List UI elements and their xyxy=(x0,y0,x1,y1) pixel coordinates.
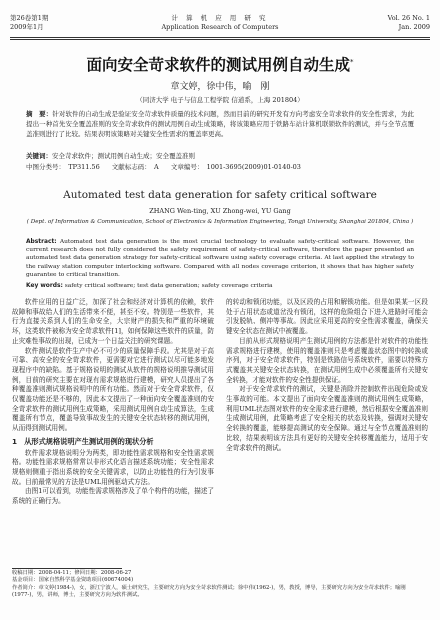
clc-number: 中图分类号： TP311.56 xyxy=(26,163,100,171)
keywords-cn-text: 安全苛求软件；测试用例自动生成；安全覆盖准则 xyxy=(52,152,195,160)
authors-en: ZHANG Wen-ting, XU Zhong-wei, YU Gang xyxy=(149,207,291,215)
body-column-left xyxy=(12,298,214,507)
header-rule-bottom xyxy=(10,39,430,40)
abstract-cn-label: 摘 要： xyxy=(26,110,53,118)
keywords-en-text: safety critical software; test data generation; safety coverage criteria xyxy=(64,283,273,289)
title-en: Automated test data generation for safety critical software xyxy=(63,189,377,201)
paragraph: 软件测试是软件生产中必不可少的质量保障手段。尤其是对于高可靠、高安全的安全苛求软件，更需要对它进行测试以尽可能多地发现程序中的缺陷。基于规格说明的测试从软件的规格说明推导测试用例，目前的研究主要在对现有需求规格进行建模，研究人员提出了各种覆盖准则测试规格说明中的所有功能。然而对于安全苛求软件，仅仅覆盖功能还是不够的，因此本文提出了一种面向安全覆盖准则的安全苛求软件的测试用例生成策略，采用测试用例自动生成算法，生成覆盖所有节点，覆盖导致事故发生的关键安全状态转移的测试用例，从而得到测试用例。 xyxy=(12,346,214,433)
title-cn-text: 面向安全苛求软件的测试用例自动生成 xyxy=(86,56,350,74)
paragraph: 对于安全苛求软件的测试，关键是消除并控制软件出现危险或发生事故的可能。本文提出了面向安全覆盖准则的测试用例生成策略，利用UML状态图对软件的安全需求进行建模，然后根据安全覆盖准则生成测试用例，此策略考虑了安全相关的状态及转换，强调对关键安全转换的覆盖，能够提高测试的安全保障。通过与全节点覆盖准则的比较，结果表明该方法具有更好的关键安全转移覆盖能力，适用于安全苛求软件的测试。 xyxy=(226,385,428,452)
affiliation-en: ( Dept. of Information & Communication, School of Electronics & Information Engineering, Tongji University, Shanghai 201804, China ) xyxy=(26,219,414,225)
date-en: Jan. 2009 xyxy=(398,23,430,31)
volume-cn: 第26卷第1期 xyxy=(10,14,49,22)
title-footnote-mark: * xyxy=(350,57,354,66)
classification-info xyxy=(26,162,414,171)
section-heading: 1 从形式规格说明产生测试用例的现状分析 xyxy=(12,436,154,446)
keywords-cn xyxy=(26,151,414,160)
abstract-en-label: Abstract: xyxy=(26,239,57,245)
doc-code: 文献标志码： A xyxy=(111,163,159,171)
header-right xyxy=(388,14,430,32)
body-column-right xyxy=(226,298,428,453)
date-cn: 2009年1月 xyxy=(10,23,44,31)
paragraph: 目前从形式规格说明产生测试用例的方法都是针对软件的功能性需求规格进行建模，使用的覆盖准则只是考虑覆盖状态图中的转换或序列，对于安全苛求软件，特别是铁路信号系统软件，需要以特殊方式覆盖其关键安全状态转换，在测试用例生成中必须覆盖所有关键安全转换，才能对软件的安全性提供保证。 xyxy=(226,336,428,384)
volume-en: Vol. 26 No. 1 xyxy=(387,14,430,22)
abstract-en-text: Automated test data generation is the most crucial technology to evaluate safety-critical software. However, the current research does not fully considered the safety requirement of safety-critical software, therefore the paper presented an automated test data generation strategy for safety-critical software using safety coverage criteria. At last applied the strategy to the railway station computer interlocking software. Compared with all nodes coverage criterion, it shows that has higher safety guarantee to critical transition. xyxy=(26,239,415,278)
keywords-en-label: Key words: xyxy=(26,283,63,289)
affiliation-cn: （同济大学 电子与信息工程学院 信道系，上海 201804） xyxy=(136,96,304,104)
abstract-cn xyxy=(26,109,414,139)
paragraph: 软件应用的日益广泛，加深了社会和经济对计算机的依赖，软件故障和事故给人们的生活带来不便，甚至不安。特别是一些软件，其行为直接关系到人们的生命安全，大宗财产的损失和严重的环境破坏，这类软件被称为安全苛求软件[1]，如何保障这些软件的质量，防止灾难性事故的出现，已成为一个日益关注的研究课题。 xyxy=(12,298,214,345)
keywords-en xyxy=(26,283,414,289)
abstract-cn-text: 针对软件的自动生成是验证安全苛求软件质量的技术问题，然而目前的研究开发有方向考虑安全苛求软件的安全性需求，为此提出一种首先安全覆盖准则的安全苛求软件的测试用例自动生成策略，将该策略应用于铁路车站计算机联锁软件的测试，并与全节点覆盖准则进行了比较。结果表明该策略对关键安全性需求的覆盖率更高。 xyxy=(26,110,415,138)
keywords-cn-label: 关键词： xyxy=(26,152,52,160)
received-dates: 收稿日期：2008-04-11；修回日期：2008-06-27 xyxy=(12,570,132,576)
author-bio: 作者简介：章文婷(1984-)，女，浙江宁波人，硕士研究生，主要研究方向为安全苛求软件测试；徐中伟(1962-)，男，教授，博导，主要研究方向为安全苛求软件；喻刚(1977-)，男，讲师，博士，主要研究方向为软件测试。 xyxy=(12,584,406,598)
header-center xyxy=(10,14,430,32)
journal-name-en: Application Research of Computers xyxy=(161,23,279,31)
authors-cn: 章文婷，徐中伟，喻 刚 xyxy=(170,82,270,92)
paragraph: 的转动和锁闭功能，以及区段的占用和解锁功能。但是如果某一区段处于占用状态或道岔没有锁闭，这样的危险组合下进入进路时可能会引发脱轨、侧冲等事故。因此应采用更高的安全性需求覆盖，确保关键安全状态在测试中被覆盖。 xyxy=(226,298,428,336)
article-number: 文章编号： 1001-3695(2009)01-0140-03 xyxy=(170,163,301,171)
footnote-rule xyxy=(12,568,122,569)
abstract-en xyxy=(26,238,414,279)
footnotes xyxy=(12,570,428,599)
journal-name-cn: 计 算 机 应 用 研 究 xyxy=(171,14,269,22)
funding-note: 基金项目：国家自然科学基金资助项目(60674004) xyxy=(12,577,134,584)
title-cn xyxy=(0,53,440,75)
header-rule-top xyxy=(10,37,430,38)
paragraph: 软件需求规格说明分为两类，即功能性需求规格和安全性需求规格。功能性需求规格常常以非形式化语言描述系统功能；安全性需求规格则侧重于指出系统的安全关键需求，以防止功能性的行为引发事故。目前最常见的方法是UML用例驱动式方法。 xyxy=(12,448,214,486)
paragraph: 由图1可以看到，功能性需求规格涉及了单个构件的功能，描述了系统的正确行为。 xyxy=(12,487,214,506)
